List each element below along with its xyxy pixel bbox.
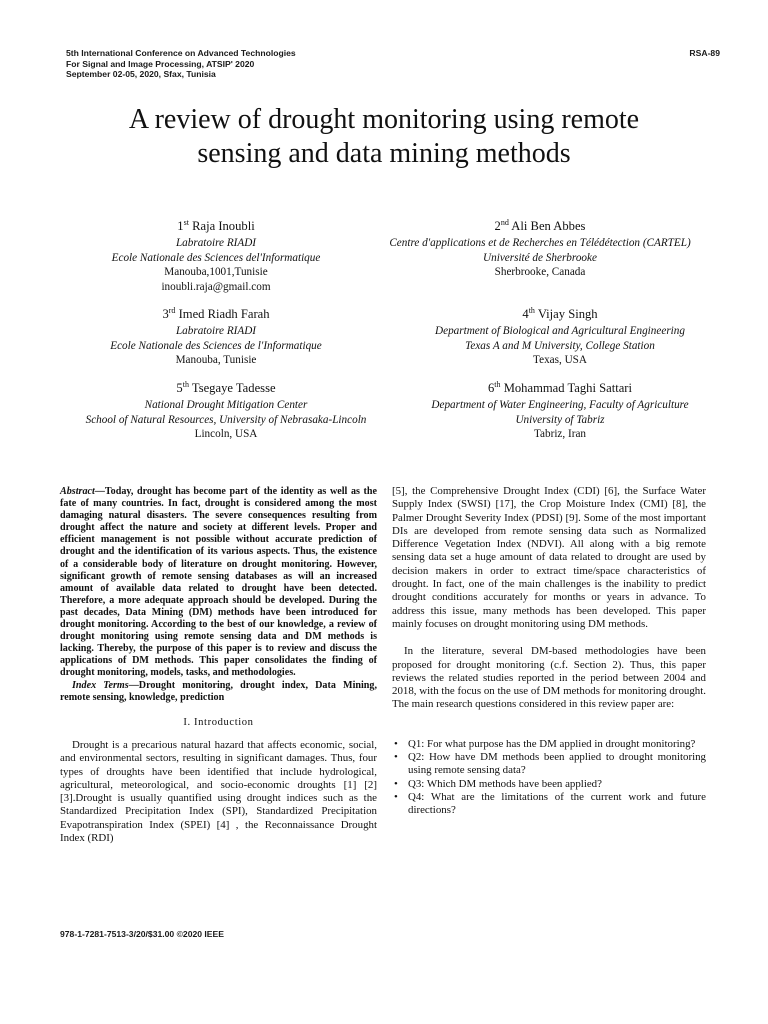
title-line: A review of drought monitoring using remote: [128, 104, 640, 135]
index-terms-text: —Drought monitoring, drought index, Data Mining, remote sensing, knowledge, prediction: [60, 679, 377, 703]
conference-line: For Signal and Image Processing, ATSIP' 2020: [66, 58, 255, 69]
section-heading: I. Introduction: [183, 716, 254, 728]
author-affiliation: Centre d'applications et de Recherches en Télédétection (CARTEL): [389, 237, 691, 249]
intro-paragraph: In the literature, several DM-based methodologies have been proposed for drought monitoring (c.f. Section 2). Thus, this paper reviews the related studies reported in the period between 2004 and 2018, with the focus on the use of DM methods for monitoring drought. The main research questions considered in this review paper are:: [392, 645, 706, 711]
author-address: Sherbrooke, Canada: [494, 266, 586, 279]
title-line: sensing and data mining methods: [197, 138, 571, 169]
paper-id: RSA-89: [689, 48, 720, 58]
author-name: 5th Tsegaye Tadesse: [176, 379, 276, 395]
author-affiliation: University of Tabriz: [515, 413, 605, 426]
copyright-footer: 978-1-7281-7513-3/20/$31.00 ©2020 IEEE: [60, 929, 225, 939]
author-address: Tabriz, Iran: [533, 428, 586, 441]
author-affiliation: National Drought Mitigation Center: [144, 399, 308, 411]
list-item: • Q2: How have DM methods been applied to drought monitoring using remote sensing data?: [392, 751, 706, 778]
author-name: 4th Vijay Singh: [522, 305, 598, 321]
index-terms-label: Index Terms: [72, 679, 129, 691]
intro-paragraph-continued: [5], the Comprehensive Drought Index (CDI) [6], the Surface Water Supply Index (SWSI) [17], the Crop Moisture Index (CMI) [8], the Palmer Drought Severity Index (PDSI) [9]. Some of the most important DIs are developed from remote sensing data such as Normalized Difference Vegetation Index (NDVI). All along with a big remote sensing data set a huge amount of data related to drought are used by decision makers in order to extract time/space characteristics of drought. In fact, one of the main challenges is the inability to predict drought conditions accurately for months or years in advance. To address this issue, many methods has been developed. This paper mainly focuses on drought monitoring using DM methods.: [392, 485, 706, 630]
left-column: [60, 486, 377, 845]
abstract-text: —Today, drought has become part of the identity as well as the fate of many countries. In fact, drought is considered among the most damaging natural disasters. The severe consequences resulting from drought affect the nature and society at different levels. Proper and efficient management is not possible without accurate prediction of drought and the identification of its various aspects. Thus, the existence of a considerable body of literature on drought monitoring. However, significant growth of remote sensing databases as will an increased amount of available data related to drought have been detected. Therefore, a more adequate approach should be developed. During the past decades, Data Mining (DM) methods have been introduced for drought monitoring. According to the best of our knowledge, a review of drought monitoring using remote sensing data and DM methods is lacking. Thereby, the purpose of this paper is to review and discuss the applications of DM methods. This paper consolidates the finding of drought monitoring, models, tasks, and methodologies.: [60, 486, 377, 679]
author-name: 1st Raja Inoubli: [177, 217, 255, 233]
author-block: [360, 306, 760, 368]
conference-line: 5th International Conference on Advanced Technologies: [66, 48, 296, 58]
list-item: • Q1: For what purpose has the DM applied in drought monitoring?: [392, 738, 706, 751]
author-block: [330, 218, 750, 280]
index-terms: [60, 680, 377, 704]
conference-line: September 02-05, 2020, Sfax, Tunisia: [66, 69, 216, 79]
author-affiliation: School of Natural Resources, University of Nebrasaka-Lincoln: [85, 413, 367, 426]
intro-paragraph: Drought is a precarious natural hazard that affects economic, social, and environmental sectors, resulting in significant damages. Thus, four types of droughts have been identified that include hydrological, agricultural, meteorological, and socio-economic droughts [1] [2] [3].Drought is usually quantified using drought indices such as the Standardized Precipitation Index (SPI), Standardized Precipitation Evapotranspiration Index (SPEI) [4] , the Reconnaissance Drought Index (RDI): [60, 738, 377, 845]
author-affiliation: Ecole Nationale des Sciences del'Informatique: [111, 251, 321, 264]
list-item: • Q3: Which DM methods have been applied?: [392, 778, 706, 791]
right-column: [392, 485, 706, 818]
author-address: Lincoln, USA: [194, 428, 258, 441]
author-block: [380, 380, 740, 442]
research-questions-list: [392, 738, 706, 818]
author-block: [36, 306, 396, 368]
author-address: Manouba, Tunisie: [175, 354, 257, 367]
author-affiliation: Labratoire RIADI: [175, 325, 257, 337]
abstract: [60, 486, 377, 680]
paper-title: [0, 103, 768, 171]
author-name: 3rd Imed Riadh Farah: [162, 305, 270, 321]
author-affiliation: Ecole Nationale des Sciences de l'Informatique: [110, 339, 322, 352]
author-affiliation: Department of Water Engineering, Faculty of Agriculture: [431, 399, 689, 411]
author-email: inoubli.raja@gmail.com: [161, 280, 271, 293]
author-affiliation: Texas A and M University, College Station: [465, 339, 655, 352]
author-affiliation: Université de Sherbrooke: [483, 251, 597, 264]
author-block: [36, 380, 416, 442]
abstract-label: Abstract: [60, 486, 95, 497]
author-affiliation: Labratoire RIADI: [175, 237, 257, 249]
conference-header: [66, 48, 296, 80]
list-item: • Q4: What are the limitations of the current work and future directions?: [392, 791, 706, 818]
author-name: 2nd Ali Ben Abbes: [494, 217, 586, 233]
author-name: 6th Mohammad Taghi Sattari: [488, 379, 632, 395]
author-address: Manouba,1001,Tunisie: [164, 266, 268, 279]
author-affiliation: Department of Biological and Agricultural Engineering: [435, 325, 685, 337]
author-address: Texas, USA: [533, 354, 587, 367]
